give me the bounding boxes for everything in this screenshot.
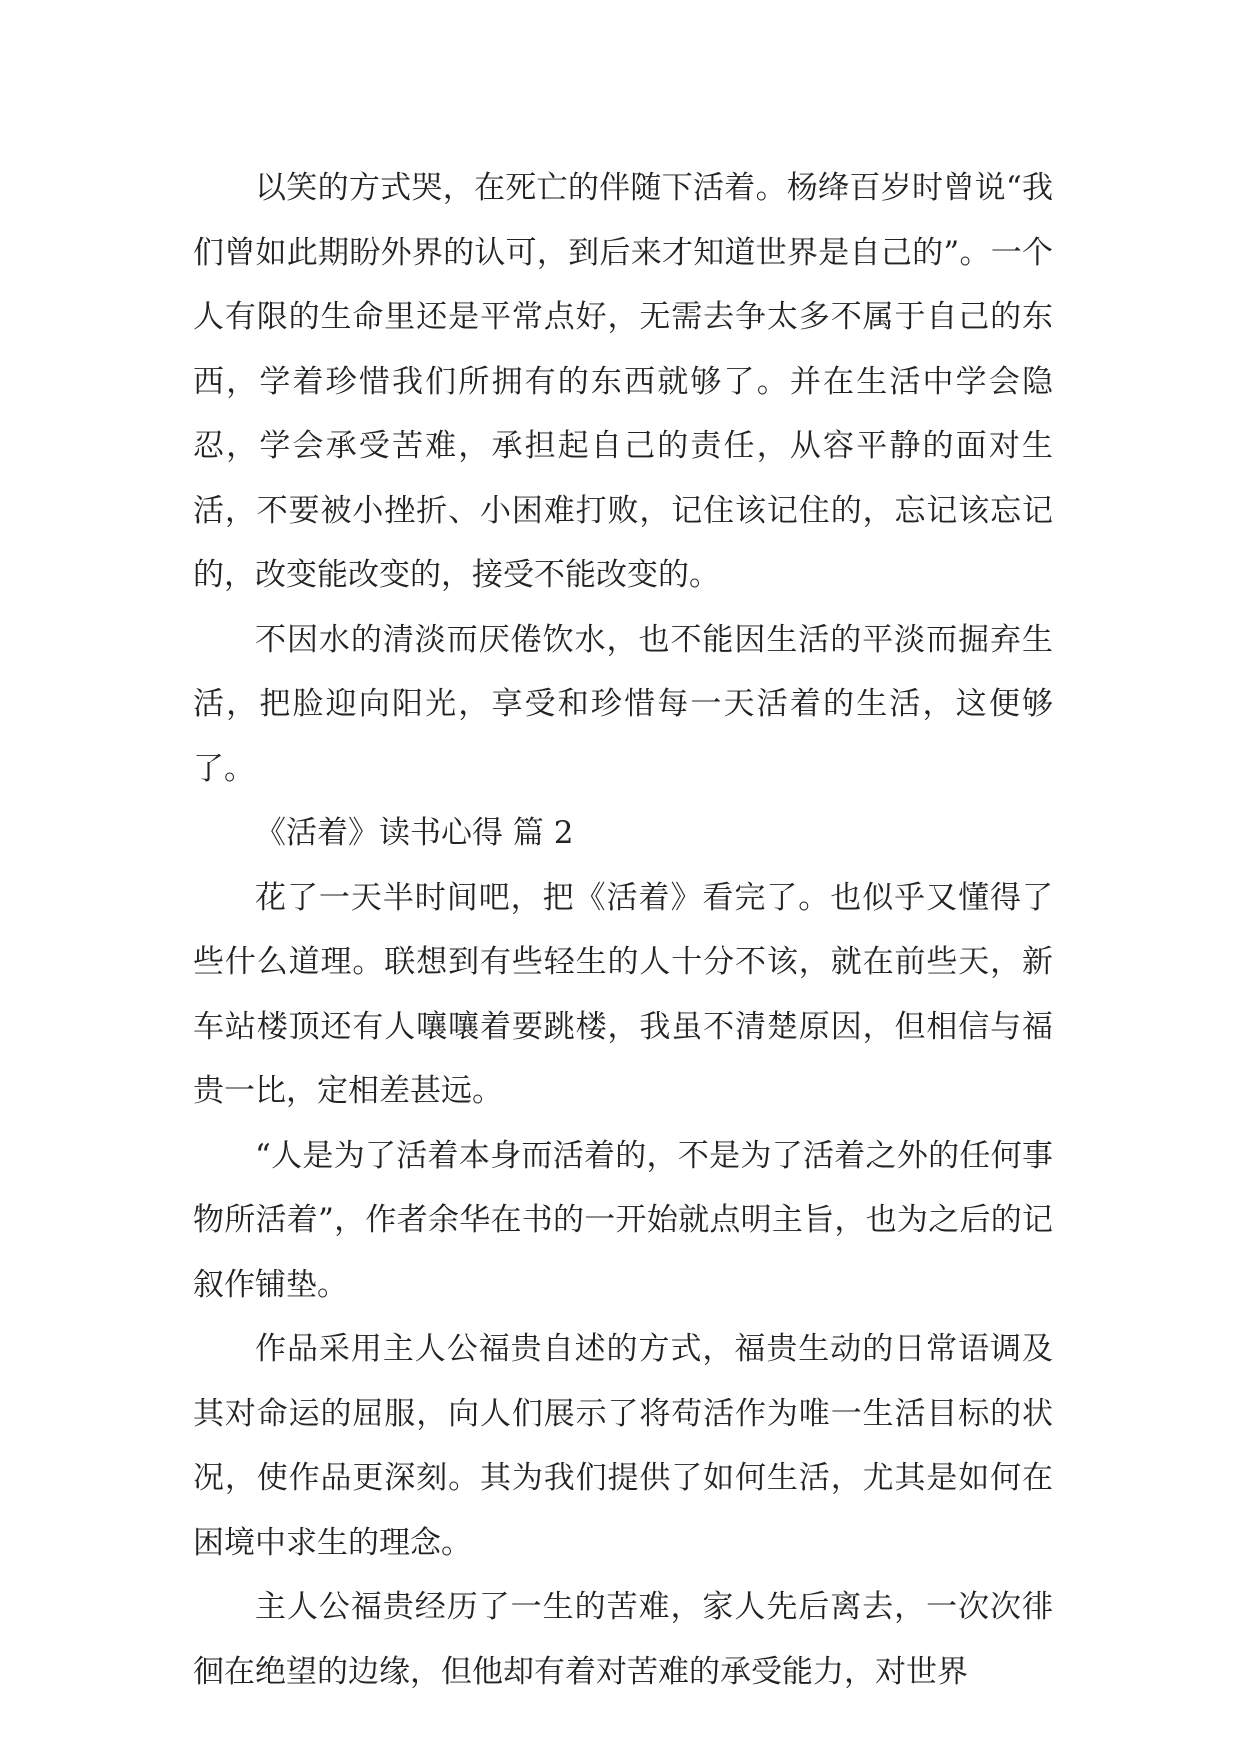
paragraph: 作品采用主人公福贵自述的方式，福贵生动的日常语调及其对命运的屈服，向人们展示了将苟活作为唯一生活目标的状况，使作品更深刻。其为我们提供了如何生活，尤其是如何在困境中求生的理念。 xyxy=(193,1331,1053,1561)
paragraph: 以笑的方式哭，在死亡的伴随下活着。杨绛百岁时曾说“我们曾如此期盼外界的认可，到后来才知道世界是自己的”。一个人有限的生命里还是平常点好，无需去争太多不属于自己的东西，学着珍惜我们所拥有的东西就够了。并在生活中学会隐忍，学会承受苦难，承担起自己的责任，从容平静的面对生活，不要被小挫折、小困难打败，记住该记住的，忘记该忘记的，改变能改变的，接受不能改变的。 xyxy=(193,170,1053,593)
paragraph: “人是为了活着本身而活着的，不是为了活着之外的任何事物所活着”，作者余华在书的一开始就点明主旨，也为之后的记叙作铺垫。 xyxy=(193,1137,1053,1303)
paragraph: 主人公福贵经历了一生的苦难，家人先后离去，一次次徘徊在绝望的边缘，但他却有着对苦难的承受能力，对世界 xyxy=(193,1589,1053,1690)
section-heading: 《活着》读书心得 篇 2 xyxy=(255,815,574,851)
document-body xyxy=(193,156,1053,1704)
paragraph: 不因水的清淡而厌倦饮水，也不能因生活的平淡而掘弃生活，把脸迎向阳光，享受和珍惜每一天活着的生活，这便够了。 xyxy=(193,621,1053,787)
paragraph: 花了一天半时间吧，把《活着》看完了。也似乎又懂得了些什么道理。联想到有些轻生的人十分不该，就在前些天，新车站楼顶还有人嚷嚷着要跳楼，我虽不清楚原因，但相信与福贵一比，定相差甚远。 xyxy=(193,879,1053,1109)
